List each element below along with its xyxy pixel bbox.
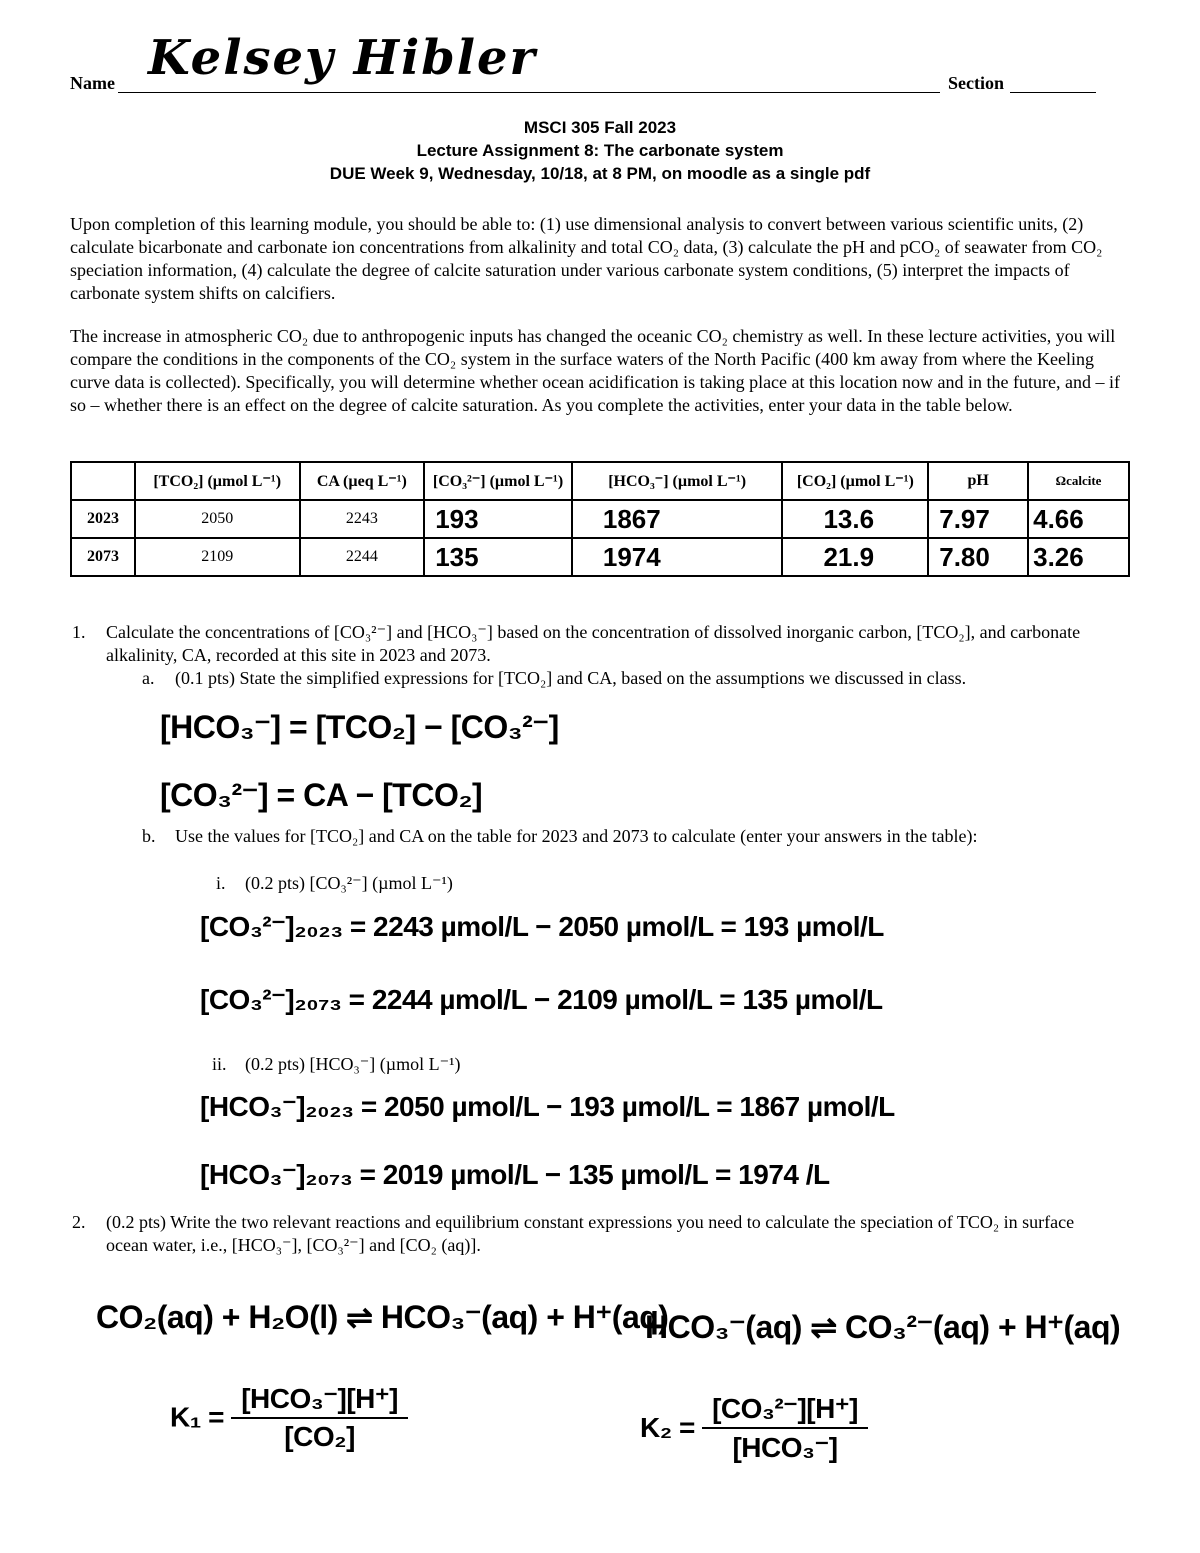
q1bii-text: (0.2 pts) [HCO₃⁻] (µmol L⁻¹): [245, 1054, 461, 1074]
k1-label: K₁ =: [170, 1401, 224, 1433]
q1a-label: a.: [142, 668, 155, 688]
due-date: DUE Week 9, Wednesday, 10/18, at 8 PM, on moodle as a single pdf: [329, 164, 871, 183]
cell-omega: 4.66: [1028, 500, 1129, 538]
k2-expression: [640, 1392, 868, 1464]
cell-ca: 2244: [300, 538, 425, 576]
cell-hco3: 1974: [572, 538, 783, 576]
assignment-title: Lecture Assignment 8: The carbonate system: [416, 141, 784, 160]
q1bi-answer-2023: [CO₃²⁻]₂₀₂₃ = 2243 µmol/L − 2050 µmol/L = 193 µmol/L: [200, 911, 884, 942]
cell-co3: 193: [424, 500, 572, 538]
section-label: Section: [948, 73, 1004, 93]
cell-ph: 7.97: [928, 500, 1028, 538]
table-header: [CO₂] (µmol L⁻¹): [782, 462, 928, 500]
cell-co2: 21.9: [782, 538, 928, 576]
table-row: [71, 500, 1129, 538]
learning-objectives: Upon completion of this learning module, you should be able to: (1) use dimensional analysis to convert between various scientific units, (2) calculate bicarbonate and carbonate ion concentrations from alkalinity and total CO₂ data, (3) calculate the pH and pCO₂ of seawater from CO₂ speciation information, (4) calculate the degree of calcite saturation under various carbonate system conditions, (5) interpret the impacts of carbonate system shifts on calcifiers.: [70, 214, 1103, 303]
table-header: [CO₃²⁻] (µmol L⁻¹): [424, 462, 572, 500]
data-table: [70, 461, 1130, 577]
table-header: Ωcalcite: [1028, 462, 1129, 500]
q1b-label: b.: [142, 826, 156, 846]
cell-tco2: 2050: [135, 500, 300, 538]
table-header: [HCO₃⁻] (µmol L⁻¹): [572, 462, 783, 500]
name-label: Name: [70, 73, 115, 93]
table-header-row: [71, 462, 1129, 500]
q1bii-answer-2023: [HCO₃⁻]₂₀₂₃ = 2050 µmol/L − 193 µmol/L = 1867 µmol/L: [200, 1091, 895, 1122]
k1-expression: [170, 1382, 408, 1453]
k2-denominator: [HCO₃⁻]: [732, 1432, 838, 1463]
row-year: 2073: [71, 538, 135, 576]
q1-text: Calculate the concentrations of [CO₃²⁻] and [HCO₃⁻] based on the concentration of dissolved inorganic carbon, [TCO₂], and carbonate alkalinity, CA, recorded at this site in 2023 and 2073.: [106, 622, 1081, 665]
cell-ca: 2243: [300, 500, 425, 538]
q1-number: 1.: [72, 622, 86, 642]
reaction-1: CO₂(aq) + H₂O(l) ⇌ HCO₃⁻(aq) + H⁺(aq): [96, 1299, 669, 1335]
q1bi-text: (0.2 pts) [CO₃²⁻] (µmol L⁻¹): [245, 873, 453, 893]
q2-number: 2.: [72, 1212, 86, 1232]
q1a-answer-co3: [CO₃²⁻] = CA − [TCO₂]: [160, 777, 483, 813]
cell-co2: 13.6: [782, 500, 928, 538]
k2-label: K₂ =: [640, 1412, 695, 1443]
k1-fraction: [231, 1382, 408, 1453]
table-header-blank: [71, 462, 135, 500]
row-year: 2023: [71, 500, 135, 538]
cell-omega: 3.26: [1028, 538, 1129, 576]
q1b-text: Use the values for [TCO₂] and CA on the table for 2023 and 2073 to calculate (enter your answers in the table):: [175, 826, 978, 846]
k1-numerator: [HCO₃⁻][H⁺]: [231, 1382, 408, 1419]
q1a-text: (0.1 pts) State the simplified expressions for [TCO₂] and CA, based on the assumptions we discussed in class.: [175, 668, 967, 688]
cell-tco2: 2109: [135, 538, 300, 576]
reaction-2: HCO₃⁻(aq) ⇌ CO₃²⁻(aq) + H⁺(aq): [645, 1309, 1121, 1345]
intro-paragraph: The increase in atmospheric CO₂ due to anthropogenic inputs has changed the oceanic CO₂ chemistry as well. In these lecture activities, you will compare the conditions in the components of the CO₂ system in the surface waters of the North Pacific (400 km away from where the Keeling curve data is collected). Specifically, you will determine whether ocean acidification is taking place at this location now and in the future, and – if so – whether there is an effect on the degree of calcite saturation. As you complete the activities, enter your data in the table below.: [70, 326, 1120, 415]
q1bii-label: ii.: [212, 1054, 227, 1074]
course-title: MSCI 305 Fall 2023: [523, 118, 677, 137]
k1-denominator: [CO₂]: [284, 1421, 355, 1452]
k2-numerator: [CO₃²⁻][H⁺]: [702, 1392, 868, 1429]
cell-co3: 135: [424, 538, 572, 576]
name-signature: Kelsey Hibler: [148, 30, 537, 86]
q1bii-answer-2073: [HCO₃⁻]₂₀₇₃ = 2019 µmol/L − 135 µmol/L = 1974 /L: [200, 1159, 830, 1190]
q1a-answer-hco3: [HCO₃⁻] = [TCO₂] − [CO₃²⁻]: [160, 709, 559, 745]
q1bi-answer-2073: [CO₃²⁻]₂₀₇₃ = 2244 µmol/L − 2109 µmol/L = 135 µmol/L: [200, 984, 883, 1015]
name-line: [118, 92, 940, 93]
table-header: CA (µeq L⁻¹): [300, 462, 425, 500]
cell-ph: 7.80: [928, 538, 1028, 576]
table-header: [TCO₂] (µmol L⁻¹): [135, 462, 300, 500]
section-line: [1010, 92, 1096, 93]
q2-text: (0.2 pts) Write the two relevant reactions and equilibrium constant expressions you need to calculate the speciation of TCO₂ in surface ocean water, i.e., [HCO₃⁻], [CO₃²⁻] and [CO₂ (aq)].: [106, 1212, 1075, 1255]
table-header: pH: [928, 462, 1028, 500]
cell-hco3: 1867: [572, 500, 783, 538]
table-row: [71, 538, 1129, 576]
q1bi-label: i.: [216, 873, 226, 893]
k2-fraction: [702, 1392, 868, 1464]
